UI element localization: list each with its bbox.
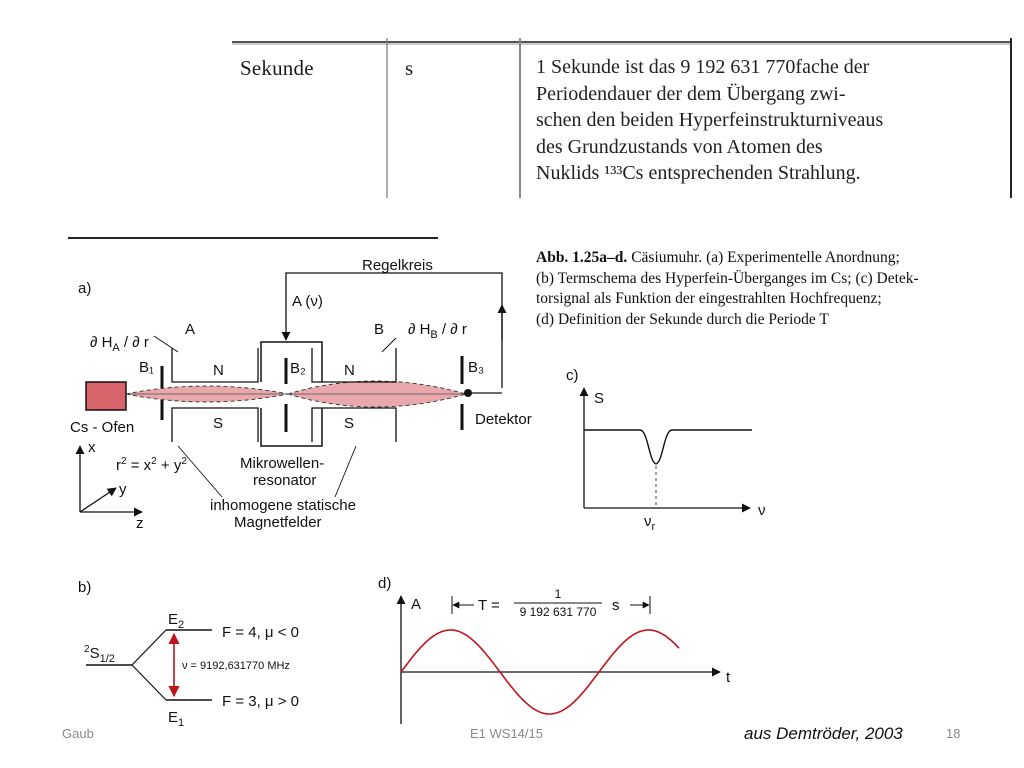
magnet-b-s-label: S: [344, 415, 355, 432]
cs-oven: [86, 382, 126, 410]
axis-x-label: x: [88, 439, 96, 456]
gradient-a-pointer: [154, 336, 178, 352]
gradient-a-label: ∂ $H_A$ / ∂ r: [90, 334, 149, 354]
gradient-a-sub: A: [112, 342, 120, 354]
fields-pointer: [178, 446, 222, 497]
magnet-a-n-label: N: [213, 362, 224, 379]
period-prefix: T =: [478, 597, 500, 614]
unit-name: Sekunde: [240, 56, 314, 80]
radius-equation: $r^2 = x^2 + y^2$: [116, 456, 187, 474]
definition-line: Nuklids ¹³³Cs entsprechenden Strahlung.: [536, 162, 861, 184]
upper-level-label: F = 4, μ < 0: [222, 624, 300, 641]
period-denominator: 9 192 631 770: [519, 605, 597, 619]
resonance-label: $\nu_r$: [644, 513, 656, 533]
magnet-b-label: B: [374, 321, 385, 338]
definition-line: des Grundzustands von Atomen des: [536, 135, 823, 158]
lower-level-label: F = 3, μ > 0: [222, 693, 300, 710]
signal-curve: [584, 430, 752, 464]
period-numerator: 1: [554, 587, 562, 601]
detector-signal-plot: [550, 360, 780, 540]
definition-line: 1 Sekunde ist das 9 192 631 770fache der: [536, 56, 870, 78]
definition-line: schen den beiden Hyperfeinstrukturniveaus: [536, 109, 884, 131]
figure-caption: [536, 248, 1006, 330]
footer-page-number: 18: [946, 726, 961, 741]
axis-nu-label: ν: [758, 502, 766, 519]
aperture-b2-label: B₂: [290, 360, 306, 377]
unit-symbol: s: [405, 56, 414, 80]
aperture-b1-label: B₁: [139, 359, 155, 376]
axis-a-label: A: [411, 596, 422, 613]
splitting-line-up: [132, 630, 166, 665]
footer-author: Gaub: [62, 726, 94, 741]
frequency-label: ν = 9192,631770 MHz: [182, 660, 290, 672]
caption-label: Abb. 1.25a–d.: [536, 249, 628, 266]
gradient-b-pointer: [382, 338, 396, 352]
fields-label-2: Magnetfelder: [234, 514, 322, 531]
period-definition-plot: [370, 570, 750, 730]
divider-line: [68, 237, 438, 239]
panel-label-c: c): [566, 367, 579, 384]
ground-state-label: $^2S_{1/2}$: [84, 644, 115, 665]
caption-line: (d) Definition der Sekunde durch die Periode T: [536, 310, 829, 328]
axis-y-label: y: [119, 481, 127, 498]
e1-label: $E_1$: [168, 709, 185, 729]
caption-text: Cäsiumuhr. (a) Experimentelle Anordnung;: [631, 249, 900, 266]
footer-source: aus Demtröder, 2003: [744, 724, 903, 743]
definition-line: Periodendauer der dem Übergang zwi-: [536, 82, 846, 105]
resonator-label-2: resonator: [253, 472, 317, 489]
magnet-b-n-label: N: [344, 362, 355, 379]
feedback-label: Regelkreis: [362, 257, 433, 274]
gradient-b-label: ∂ $H_B$ / ∂ r: [408, 321, 467, 341]
splitting-line-down: [132, 665, 166, 700]
caption-line: torsignal als Funktion der eingestrahlten Hochfrequenz;: [536, 290, 882, 307]
axis-s-label: S: [594, 390, 605, 407]
resonator-label-1: Mikrowellen-: [240, 455, 325, 472]
panel-label-a: a): [78, 280, 92, 297]
magnet-a-label: A: [185, 321, 196, 338]
panel-label-d: d): [378, 575, 392, 592]
panel-label-b: b): [78, 579, 92, 596]
period-unit: s: [612, 597, 620, 614]
cesium-clock-setup-diagram: [0, 240, 540, 540]
caption-line: (b) Termschema des Hyperfein-Überganges im Cs; (c) Detek-: [536, 269, 919, 287]
axis-y: [80, 488, 116, 512]
detector-label: Detektor: [475, 411, 532, 428]
resonator-bottom: [261, 408, 322, 446]
unit-definition: [536, 54, 883, 187]
axis-z-label: z: [136, 515, 144, 532]
rf-amplitude-label: A (ν): [292, 293, 323, 310]
fields-label-1: inhomogene statische: [210, 497, 356, 514]
gradient-b-sub: B: [430, 329, 438, 341]
hyperfine-term-scheme: [70, 570, 340, 730]
e2-label: $E_2$: [168, 611, 185, 631]
caption-line: [536, 248, 1006, 269]
aperture-b3-label: B₃: [468, 359, 485, 376]
magnet-a-s-label: S: [213, 415, 224, 432]
footer-course: E1 WS14/15: [470, 726, 543, 741]
fields-pointer: [335, 446, 356, 497]
axis-t-label: t: [726, 669, 731, 686]
oven-label: Cs - Ofen: [70, 419, 135, 436]
